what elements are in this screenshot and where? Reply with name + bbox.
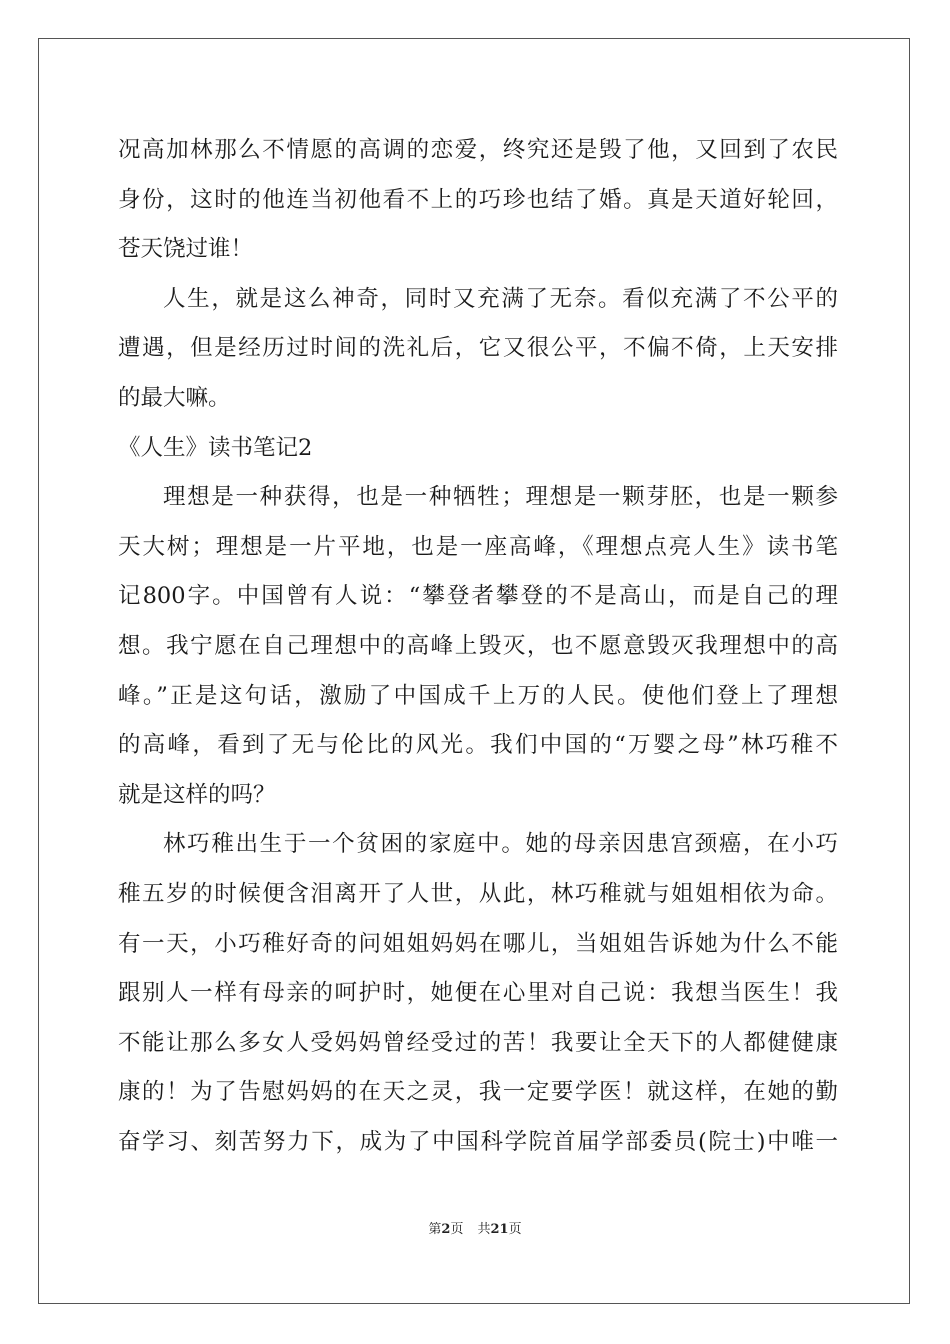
text-line: 康的！为了告慰妈妈的在天之灵，我一定要学医！就这样，在她的勤 [118,1079,838,1106]
total-suffix: 页 [508,1222,522,1237]
total-prefix: 共 [477,1222,491,1237]
text-line: 身份，这时的他连当初他看不上的巧珍也结了婚。真是天道好轮回， [118,186,838,213]
text-line: 遭遇，但是经历过时间的洗礼后，它又很公平，不偏不倚，上天安排 [118,335,838,362]
text-line: 的最大嘛。 [118,384,231,411]
paragraph-first-line: 人生，就是这么神奇，同时又充满了无奈。看似充满了不公平的 [163,285,838,312]
text-line: 的高峰，看到了无与伦比的风光。我们中国的“万婴之母”林巧稚不 [118,732,838,759]
page-prefix: 第 [428,1222,442,1237]
text-line: 记800字。中国曾有人说：“攀登者攀登的不是高山，而是自己的理 [118,583,838,610]
text-line: 峰。”正是这句话，激励了中国成千上万的人民。使他们登上了理想 [118,682,838,709]
total-pages: 21 [490,1222,509,1237]
text-line: 有一天，小巧稚好奇的问姐姐妈妈在哪儿，当姐姐告诉她为什么不能 [118,930,838,957]
page-number: 2 [441,1222,451,1237]
text-line: 跟别人一样有母亲的呵护时，她便在心里对自己说：我想当医生！我 [118,980,838,1007]
document-body [118,126,838,1167]
paragraph-first-line: 理想是一种获得，也是一种牺牲；理想是一颗芽胚，也是一颗参 [163,484,838,511]
text-line: 奋学习、刻苦努力下，成为了中国科学院首届学部委员(院士)中唯一 [118,1128,838,1155]
page-suffix: 页 [450,1222,464,1237]
section-heading: 《人生》读书笔记2 [118,434,313,461]
text-line: 稚五岁的时候便含泪离开了人世，从此，林巧稚就与姐姐相依为命。 [118,880,838,907]
text-line: 想。我宁愿在自己理想中的高峰上毁灭，也不愿意毁灭我理想中的高 [118,632,838,659]
page-footer [0,1218,950,1237]
text-line: 苍天饶过谁！ [118,236,254,263]
text-line: 不能让那么多女人受妈妈曾经受过的苦！我要让全天下的人都健健康 [118,1029,838,1056]
text-line: 天大树；理想是一片平地，也是一座高峰，《理想点亮人生》读书笔 [118,533,838,560]
paragraph-first-line: 林巧稚出生于一个贫困的家庭中。她的母亲因患宫颈癌，在小巧 [163,831,838,858]
text-line: 况高加林那么不情愿的高调的恋爱，终究还是毁了他，又回到了农民 [118,137,838,163]
text-line: 就是这样的吗？ [118,781,276,808]
